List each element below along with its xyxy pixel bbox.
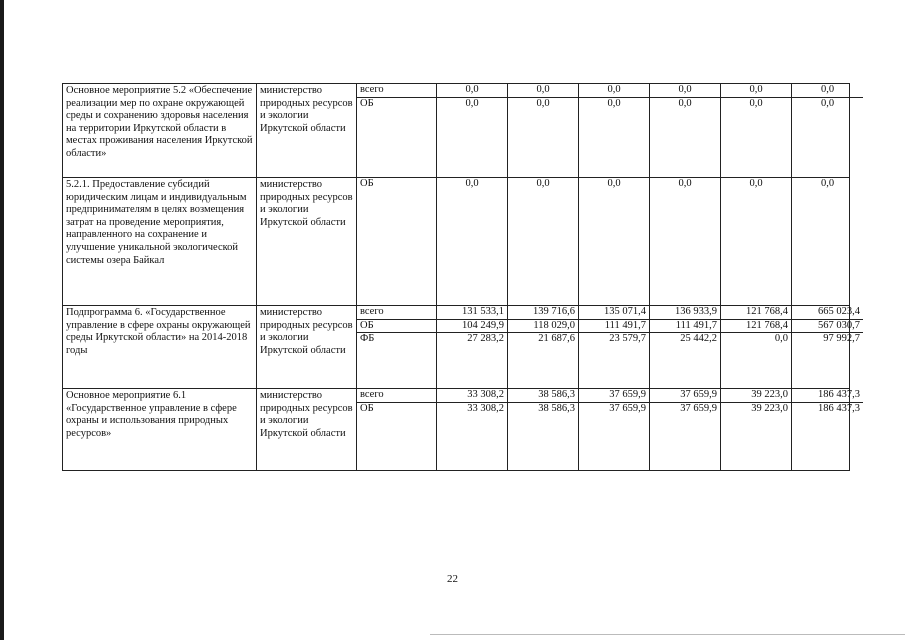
- value-cell: 135 071,4: [579, 306, 650, 319]
- value-cell: 37 659,9: [579, 403, 650, 470]
- funding-subrow: [357, 84, 863, 98]
- value-cell: 0,0: [721, 178, 792, 305]
- program-name-cell: Подпрограмма 6. «Государственное управление в сфере охраны окружающей среды Иркутской области» на 2014-2018 годы: [63, 306, 257, 388]
- value-cell: 0,0: [721, 84, 792, 97]
- value-cell: 0,0: [820, 178, 835, 189]
- value-cell: 186 437,3: [818, 402, 860, 414]
- value-cell: 118 029,0: [508, 320, 579, 333]
- value-cell: 0,0: [437, 98, 508, 177]
- value-cell: 38 586,3: [508, 403, 579, 470]
- value-cell: 0,0: [721, 98, 792, 177]
- value-cell: 186 437,3: [818, 389, 860, 400]
- funding-source-cell: всего: [357, 84, 437, 97]
- table-row: [62, 389, 860, 471]
- value-cell: 37 659,9: [650, 389, 721, 402]
- funding-source-cell: всего: [357, 389, 437, 402]
- value-cell: 21 687,6: [508, 333, 579, 388]
- value-cell: 104 249,9: [437, 320, 508, 333]
- value-cell: 0,0: [650, 98, 721, 177]
- organization-cell: министерство природных ресурсов и экологии Иркутской области: [257, 84, 357, 177]
- table-row: [62, 83, 850, 178]
- table-row: [62, 306, 860, 389]
- funding-source-cell: ОБ: [357, 98, 437, 177]
- funding-source-cell: ФБ: [357, 333, 437, 388]
- value-cell: 0,0: [820, 97, 835, 109]
- funding-subrows: [357, 178, 863, 305]
- value-cell: 665 023,4: [818, 306, 860, 317]
- value-cell: 37 659,9: [579, 389, 650, 402]
- funding-source-cell: ОБ: [357, 178, 437, 305]
- value-cell: 39 223,0: [721, 389, 792, 402]
- value-cell: 0,0: [437, 178, 508, 305]
- value-cell: 0,0: [579, 98, 650, 177]
- funding-subrow: [357, 98, 863, 177]
- funding-subrow: [357, 333, 863, 388]
- value-cell: 567 030,7: [818, 319, 860, 331]
- value-cell: 0,0: [579, 178, 650, 305]
- value-cell: 139 716,6: [508, 306, 579, 319]
- value-cell: 39 223,0: [721, 403, 792, 470]
- value-cell: 0,0: [650, 84, 721, 97]
- value-cell: 25 442,2: [650, 333, 721, 388]
- value-cell: 121 768,4: [721, 306, 792, 319]
- funding-subrow: [357, 389, 863, 403]
- value-cell: 0,0: [579, 84, 650, 97]
- value-cell: 0,0: [437, 84, 508, 97]
- value-cell: 0,0: [820, 84, 835, 95]
- funding-subrow: [357, 178, 863, 305]
- scan-left-edge: [0, 0, 4, 640]
- value-cell: 97 992,7: [823, 333, 860, 345]
- funding-subrow: [357, 320, 863, 334]
- funding-subrow: [357, 306, 863, 320]
- program-name-cell: 5.2.1. Предоставление субсидий юридическим лицам и индивидуальным предпринимателям в целях возмещения затрат на проведение мероприятия, направленного на сохранение и улучшение уникальной экологической системы озера Байкал: [63, 178, 257, 305]
- funding-source-cell: всего: [357, 306, 437, 319]
- value-cell: 136 933,9: [650, 306, 721, 319]
- value-cell: 121 768,4: [721, 320, 792, 333]
- page-number: 22: [447, 573, 458, 585]
- organization-cell: министерство природных ресурсов и экологии Иркутской области: [257, 389, 357, 470]
- value-cell: 111 491,7: [579, 320, 650, 333]
- value-cell: 0,0: [650, 178, 721, 305]
- funding-subrows: [357, 389, 863, 470]
- value-cell: 111 491,7: [650, 320, 721, 333]
- value-cell: 131 533,1: [437, 306, 508, 319]
- value-cell: 27 283,2: [437, 333, 508, 388]
- value-cell: 0,0: [721, 333, 792, 388]
- program-name-cell: Основное мероприятие 5.2 «Обеспечение реализации мер по охране окружающей среды и сохранению здоровья населения на территории Иркутской области в местах проживания населения Иркутской области»: [63, 84, 257, 177]
- value-cell: 38 586,3: [508, 389, 579, 402]
- budget-table: [62, 83, 860, 471]
- value-cell: 0,0: [508, 84, 579, 97]
- value-cell: 33 308,2: [437, 403, 508, 470]
- funding-subrows: [357, 306, 863, 388]
- scan-bottom-edge: [430, 634, 905, 635]
- funding-source-cell: ОБ: [357, 403, 437, 470]
- value-cell: 23 579,7: [579, 333, 650, 388]
- table-row: [62, 178, 850, 306]
- funding-subrow: [357, 403, 863, 470]
- funding-source-cell: ОБ: [357, 320, 437, 333]
- value-cell: 0,0: [508, 98, 579, 177]
- value-cell: 37 659,9: [650, 403, 721, 470]
- funding-subrows: [357, 84, 863, 177]
- organization-cell: министерство природных ресурсов и экологии Иркутской области: [257, 178, 357, 305]
- value-cell: 33 308,2: [437, 389, 508, 402]
- value-cell: 0,0: [508, 178, 579, 305]
- program-name-cell: Основное мероприятие 6.1 «Государственное управление в сфере охраны и использования природных ресурсов»: [63, 389, 257, 470]
- organization-cell: министерство природных ресурсов и экологии Иркутской области: [257, 306, 357, 388]
